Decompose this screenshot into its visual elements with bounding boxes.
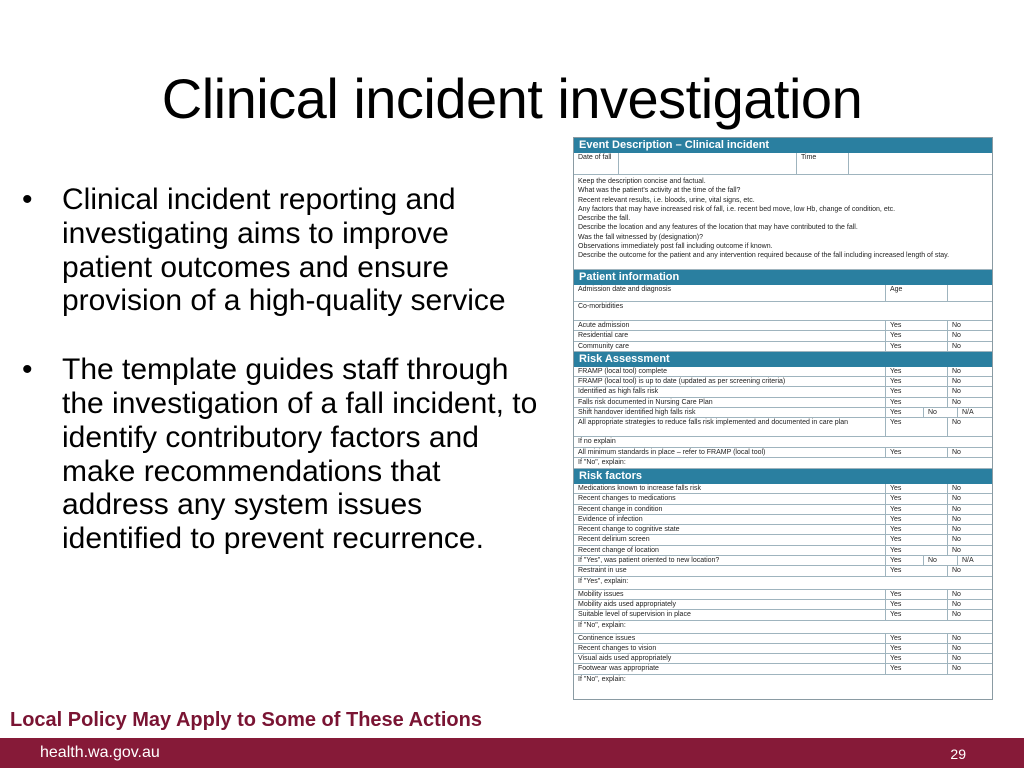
row-label: Restraint in use bbox=[574, 566, 886, 575]
bullet-list bbox=[22, 183, 542, 556]
footer-bar bbox=[0, 738, 1024, 768]
patient-information-heading: Patient information bbox=[574, 270, 992, 285]
yes-option[interactable]: Yes bbox=[886, 408, 924, 417]
yes-option[interactable]: Yes bbox=[886, 321, 948, 330]
no-option[interactable]: No bbox=[952, 567, 961, 575]
checkbox-row bbox=[574, 566, 992, 576]
row-label: Visual aids used appropriately bbox=[574, 654, 886, 663]
row-label: Residential care bbox=[574, 331, 886, 340]
yes-option[interactable]: Yes bbox=[886, 515, 948, 524]
event-guidance bbox=[574, 175, 992, 270]
age-field[interactable] bbox=[948, 285, 992, 301]
explain-label: If "No", explain: bbox=[578, 621, 626, 629]
yes-option[interactable]: Yes bbox=[886, 505, 948, 514]
yes-option[interactable]: Yes bbox=[886, 418, 948, 436]
yes-option[interactable]: Yes bbox=[886, 566, 948, 575]
no-option[interactable]: No bbox=[952, 655, 961, 663]
explain-row bbox=[574, 437, 992, 447]
yes-option[interactable]: Yes bbox=[886, 610, 948, 619]
checkbox-row bbox=[574, 418, 992, 437]
checkbox-row bbox=[574, 331, 992, 341]
no-option[interactable]: No bbox=[952, 590, 961, 598]
guidance-line: Keep the description concise and factual. bbox=[578, 178, 706, 185]
yes-option[interactable]: Yes bbox=[886, 398, 948, 407]
no-option[interactable]: No bbox=[952, 495, 961, 503]
guidance-line: Describe the location and any features of the location that may have contributed to the fall. bbox=[578, 224, 858, 232]
guidance-line: Was the fall witnessed by (designation)? bbox=[578, 233, 704, 241]
row-label: Acute admission bbox=[574, 321, 886, 330]
explain-row bbox=[574, 621, 992, 634]
checkbox-row bbox=[574, 367, 992, 377]
no-option[interactable]: No bbox=[952, 419, 961, 427]
row-label: Recent change to cognitive state bbox=[574, 525, 886, 534]
yes-option[interactable]: Yes bbox=[886, 377, 948, 386]
row-label: Identified as high falls risk bbox=[574, 387, 886, 396]
no-option[interactable]: No bbox=[952, 505, 961, 513]
yes-option[interactable]: Yes bbox=[886, 600, 948, 609]
bullet-text: Clinical incident reporting and investigating aims to improve patient outcomes and ensure provision of a high-quality service bbox=[62, 183, 506, 318]
row-label: Recent change in condition bbox=[574, 505, 886, 514]
checkbox-row bbox=[574, 494, 992, 504]
explain-label: If "No", explain: bbox=[578, 458, 626, 466]
guidance-line: Describe the outcome for the patient and any intervention required because of the fall including increased length of stay. bbox=[578, 252, 950, 260]
guidance-line: What was the patient's activity at the time of the fall? bbox=[578, 187, 741, 195]
risk-factors-heading: Risk factors bbox=[574, 469, 992, 484]
yes-option[interactable]: Yes bbox=[886, 664, 948, 673]
no-option[interactable]: No bbox=[952, 536, 961, 544]
checkbox-row bbox=[574, 408, 992, 418]
guidance-line: Recent relevant results, i.e. bloods, urine, vital signs, etc. bbox=[578, 196, 755, 204]
admission-row bbox=[574, 285, 992, 302]
checkbox-row bbox=[574, 634, 992, 644]
admission-label: Admission date and diagnosis bbox=[574, 285, 886, 301]
guidance-line: Describe the fall. bbox=[578, 215, 631, 223]
checkbox-row bbox=[574, 590, 992, 600]
bullet-text: The template guides staff through the investigation of a fall incident, to identify contributory factors and make recommendations that address any system issues identified to prevent recurrence. bbox=[62, 353, 538, 556]
no-option[interactable]: No bbox=[952, 611, 961, 619]
no-option[interactable]: No bbox=[924, 556, 958, 565]
yes-option[interactable]: Yes bbox=[886, 535, 948, 544]
yes-option[interactable]: Yes bbox=[886, 494, 948, 503]
checkbox-row bbox=[574, 505, 992, 515]
age-label: Age bbox=[886, 285, 948, 301]
time-label: Time bbox=[797, 153, 849, 174]
row-label: Falls risk documented in Nursing Care Plan bbox=[574, 398, 886, 407]
checkbox-row bbox=[574, 600, 992, 610]
yes-option[interactable]: Yes bbox=[886, 546, 948, 555]
yes-option[interactable]: Yes bbox=[886, 448, 948, 457]
yes-option[interactable]: Yes bbox=[886, 387, 948, 396]
checkbox-row bbox=[574, 321, 992, 331]
row-label: Mobility aids used appropriately bbox=[574, 600, 886, 609]
row-label: If "Yes", was patient oriented to new location? bbox=[574, 556, 886, 565]
checkbox-row bbox=[574, 515, 992, 525]
fall-investigation-form bbox=[573, 137, 993, 700]
no-option[interactable]: No bbox=[952, 342, 961, 350]
yes-option[interactable]: Yes bbox=[886, 590, 948, 599]
row-label: Recent changes to vision bbox=[574, 644, 886, 653]
yes-option[interactable]: Yes bbox=[886, 644, 948, 653]
checkbox-row bbox=[574, 342, 992, 352]
no-option[interactable]: No bbox=[952, 515, 961, 523]
no-option[interactable]: No bbox=[952, 332, 961, 340]
checkbox-row bbox=[574, 546, 992, 556]
time-field[interactable] bbox=[849, 153, 992, 174]
yes-option[interactable]: Yes bbox=[886, 342, 948, 351]
no-option[interactable]: No bbox=[952, 398, 961, 406]
guidance-line: Any factors that may have increased risk of fall, i.e. recent bed move, low Hb, change of condition, etc. bbox=[578, 205, 896, 213]
date-time-row bbox=[574, 153, 992, 175]
na-option[interactable]: N/A bbox=[962, 409, 974, 417]
no-option[interactable]: No bbox=[952, 388, 961, 396]
row-label: Continence issues bbox=[574, 634, 886, 643]
no-option[interactable]: No bbox=[952, 448, 961, 456]
row-label: All minimum standards in place – refer to FRAMP (local tool) bbox=[574, 448, 886, 457]
bullet-icon: • bbox=[22, 183, 33, 216]
no-option[interactable]: No bbox=[952, 484, 961, 492]
policy-note: Local Policy May Apply to Some of These Actions bbox=[10, 709, 482, 731]
date-label: Date of fall bbox=[574, 153, 619, 174]
row-label: FRAMP (local tool) complete bbox=[574, 367, 886, 376]
checkbox-row bbox=[574, 556, 992, 566]
yes-option[interactable]: Yes bbox=[886, 654, 948, 663]
yes-option[interactable]: Yes bbox=[886, 634, 948, 643]
no-option[interactable]: No bbox=[952, 600, 961, 608]
bullet-item bbox=[22, 183, 542, 318]
checkbox-row bbox=[574, 377, 992, 387]
comorbidities-label: Co-morbidities bbox=[578, 303, 624, 310]
row-label: Community care bbox=[574, 342, 886, 351]
checkbox-row bbox=[574, 535, 992, 545]
row-label: Recent changes to medications bbox=[574, 494, 886, 503]
checkbox-row bbox=[574, 644, 992, 654]
checkbox-row bbox=[574, 610, 992, 620]
row-label: FRAMP (local tool) is up to date (updated as per screening criteria) bbox=[574, 377, 886, 386]
row-label: Evidence of infection bbox=[574, 515, 886, 524]
row-label: Recent change of location bbox=[574, 546, 886, 555]
page-number: 29 bbox=[950, 746, 966, 762]
checkbox-row bbox=[574, 525, 992, 535]
footer-url[interactable]: health.wa.gov.au bbox=[40, 744, 160, 761]
checkbox-row bbox=[574, 387, 992, 397]
no-option[interactable]: No bbox=[952, 546, 961, 554]
row-label: All appropriate strategies to reduce falls risk implemented and documented in care plan bbox=[574, 418, 886, 436]
comorbidities-row bbox=[574, 302, 992, 321]
no-option[interactable]: No bbox=[924, 408, 958, 417]
explain-row bbox=[574, 577, 992, 590]
event-description-heading: Event Description – Clinical incident bbox=[574, 138, 992, 153]
explain-label: If no explain bbox=[578, 438, 616, 446]
explain-row bbox=[574, 675, 992, 697]
explain-label: If "No", explain: bbox=[578, 675, 626, 683]
yes-option[interactable]: Yes bbox=[886, 484, 948, 493]
yes-option[interactable]: Yes bbox=[886, 525, 948, 534]
row-label: Suitable level of supervision in place bbox=[574, 610, 886, 619]
no-option[interactable]: No bbox=[952, 526, 961, 534]
no-option[interactable]: No bbox=[952, 367, 961, 375]
no-option[interactable]: No bbox=[952, 634, 961, 642]
row-label: Shift handover identified high falls risk bbox=[574, 408, 886, 417]
guidance-line: Observations immediately post fall including outcome if known. bbox=[578, 243, 773, 251]
date-field[interactable] bbox=[619, 153, 797, 174]
no-option[interactable]: No bbox=[952, 644, 961, 652]
no-option[interactable]: No bbox=[952, 322, 961, 329]
yes-option[interactable]: Yes bbox=[886, 331, 948, 340]
bullet-item bbox=[22, 353, 542, 556]
checkbox-row bbox=[574, 484, 992, 494]
row-label: Footwear was appropriate bbox=[574, 664, 886, 673]
checkbox-row bbox=[574, 654, 992, 664]
checkbox-row bbox=[574, 664, 992, 674]
yes-option[interactable]: Yes bbox=[886, 556, 924, 565]
slide-title: Clinical incident investigation bbox=[161, 67, 863, 130]
risk-assessment-heading: Risk Assessment bbox=[574, 352, 992, 367]
na-option[interactable]: N/A bbox=[962, 557, 974, 565]
explain-row bbox=[574, 458, 992, 469]
explain-label: If "Yes", explain: bbox=[578, 577, 629, 585]
row-label: Medications known to increase falls risk bbox=[574, 484, 886, 493]
checkbox-row bbox=[574, 398, 992, 408]
yes-option[interactable]: Yes bbox=[886, 367, 948, 376]
no-option[interactable]: No bbox=[952, 665, 961, 673]
no-option[interactable]: No bbox=[952, 378, 961, 386]
checkbox-row bbox=[574, 448, 992, 458]
bullet-icon: • bbox=[22, 353, 33, 387]
row-label: Mobility issues bbox=[574, 590, 886, 599]
row-label: Recent delirium screen bbox=[574, 535, 886, 544]
